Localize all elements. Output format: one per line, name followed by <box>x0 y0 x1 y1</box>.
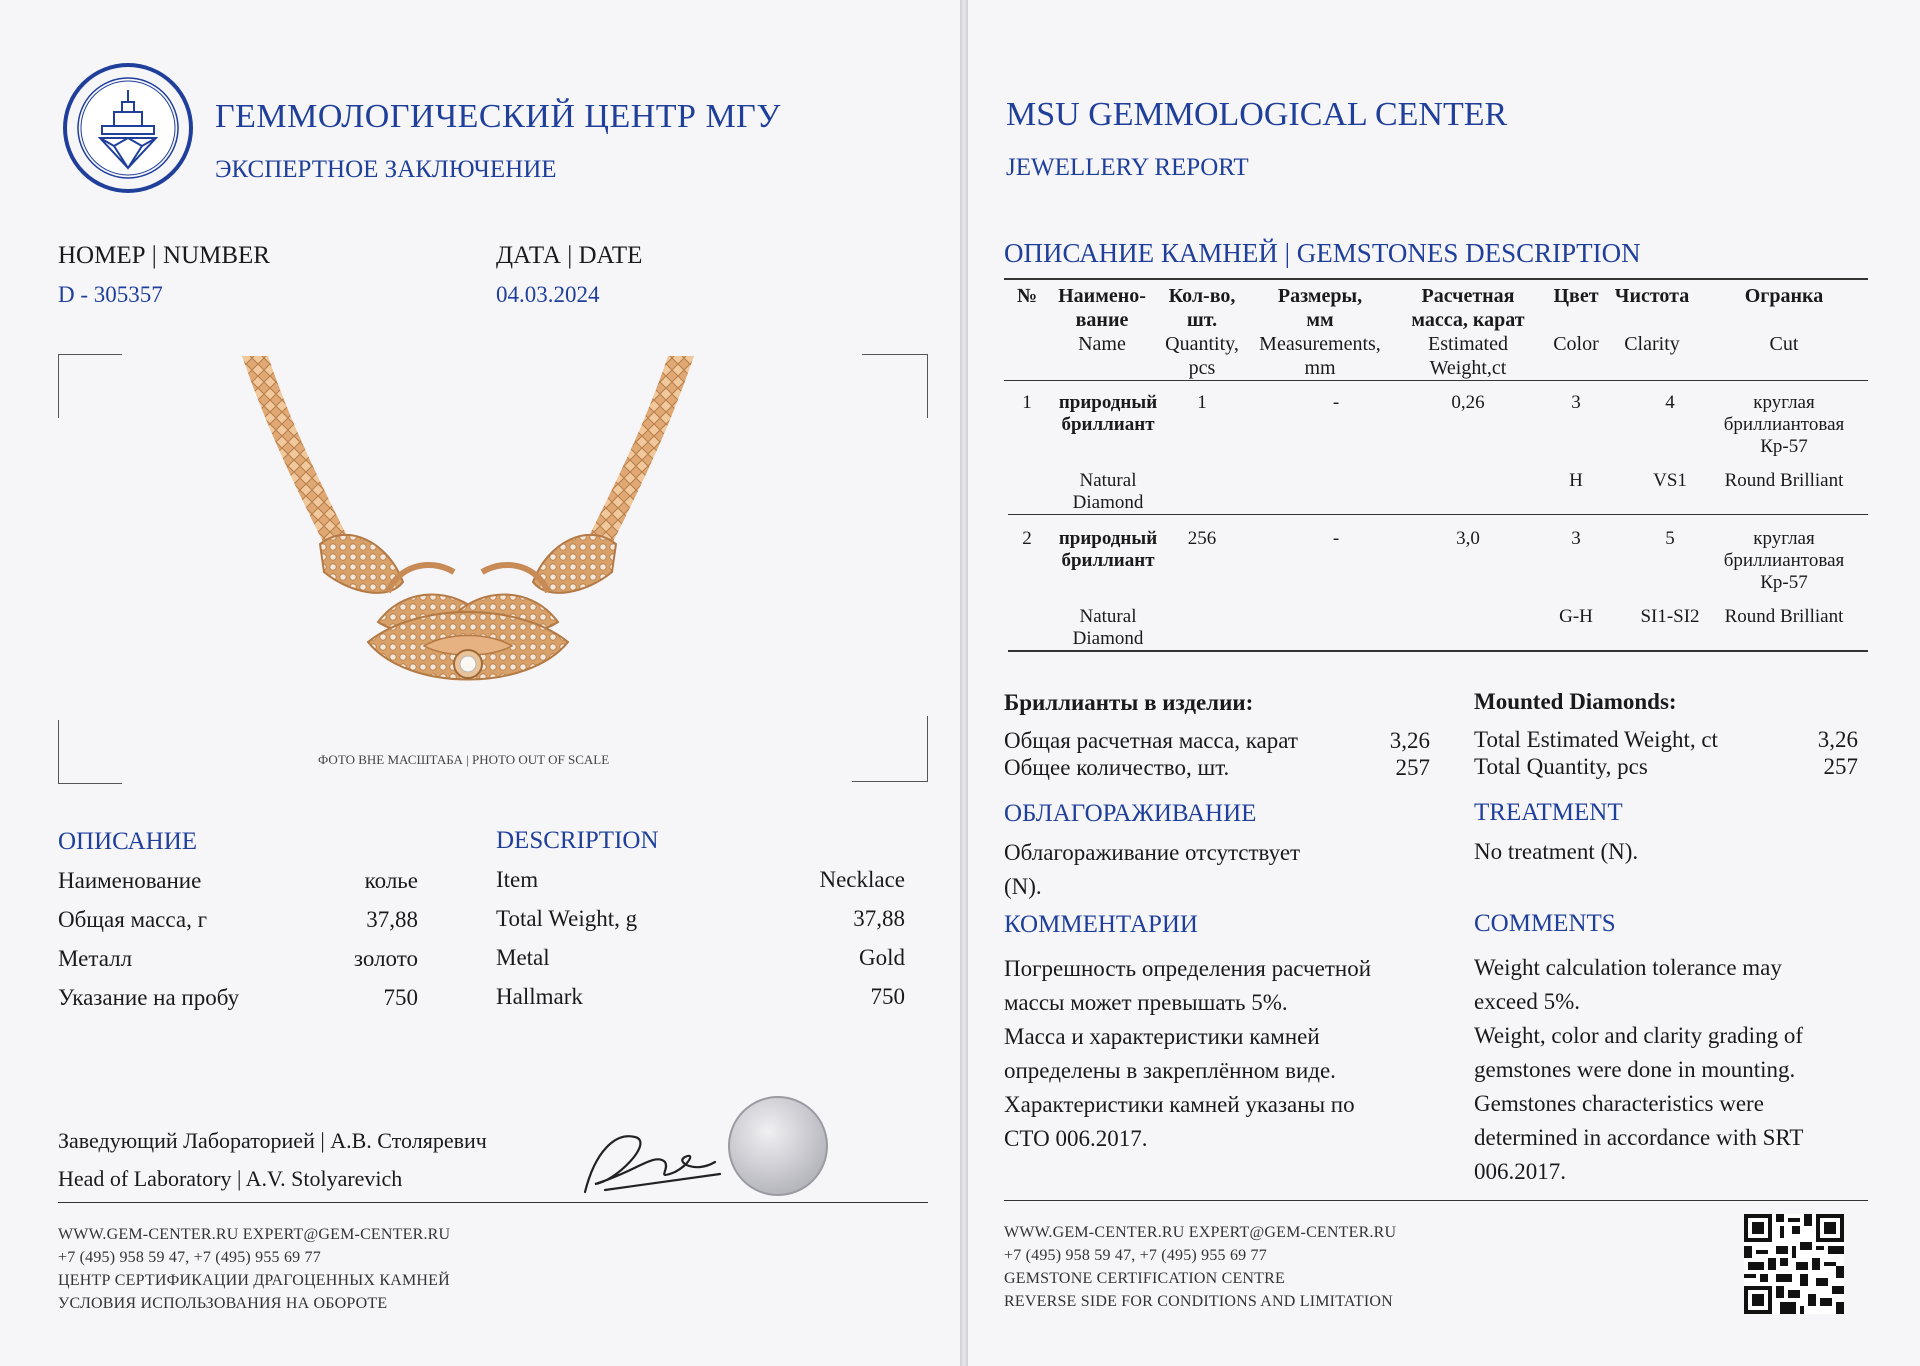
comments-ru-line: СТО 006.2017. <box>1004 1126 1148 1151</box>
comments-ru-line: Погрешность определения расчетной <box>1004 956 1372 981</box>
th-no: № <box>1016 285 1038 307</box>
comments-en-line: Weight calculation tolerance may <box>1474 955 1782 980</box>
table-bottom-rule <box>1008 650 1868 652</box>
frame-corner-br <box>852 716 928 782</box>
table-row-rule <box>1008 514 1868 515</box>
cell-color-ru: 3 <box>1571 528 1581 549</box>
cell-color-en: G-H <box>1559 606 1593 627</box>
comments-en-line: 006.2017. <box>1474 1159 1566 1184</box>
comments-ru-line: массы может превышать 5%. <box>1004 990 1288 1015</box>
comments-en-title: COMMENTS <box>1474 910 1616 937</box>
th-weight-ru: Расчетная масса, карат <box>1411 285 1525 331</box>
footer-line: GEMSTONE CERTIFICATION CENTRE <box>1004 1270 1285 1287</box>
cell-color-ru: 3 <box>1571 392 1581 413</box>
footer-line: ЦЕНТР СЕРТИФИКАЦИИ ДРАГОЦЕННЫХ КАМНЕЙ <box>58 1272 450 1289</box>
cell-no: 2 <box>1022 528 1032 549</box>
number-label: НОМЕР | NUMBER <box>58 242 270 269</box>
desc-ru-label: Указание на пробу <box>58 985 240 1010</box>
gemstones-title: ОПИСАНИЕ КАМНЕЙ | GEMSTONES DESCRIPTION <box>1004 238 1641 268</box>
comments-ru-line: определены в закреплённом виде. <box>1004 1058 1336 1083</box>
cell-qty: 1 <box>1197 392 1207 413</box>
comments-en-line: Gemstones characteristics were <box>1474 1091 1764 1116</box>
desc-ru-title: ОПИСАНИЕ <box>58 828 198 855</box>
mounted-ru-title: Бриллианты в изделии: <box>1004 690 1254 715</box>
right-page <box>968 0 1920 1366</box>
frame-corner-bl <box>58 720 122 784</box>
th-clarity-ru: Чистота <box>1614 285 1690 307</box>
cell-no: 1 <box>1022 392 1032 413</box>
cell-clarity-en: VS1 <box>1653 470 1687 491</box>
cell-cut-en: Round Brilliant <box>1724 606 1844 627</box>
cell-clarity-ru: 5 <box>1665 528 1675 549</box>
desc-ru-value: 37,88 <box>366 907 418 932</box>
comments-en-line: Weight, color and clarity grading of <box>1474 1023 1803 1048</box>
th-color-ru: Цвет <box>1553 285 1599 307</box>
th-meas-ru: Размеры, мм <box>1277 285 1363 331</box>
footer-divider <box>58 1202 928 1203</box>
treatment-ru-title: ОБЛАГОРАЖИВАНИЕ <box>1004 800 1257 827</box>
mounted-en-qty-value: 257 <box>1823 754 1858 779</box>
signer-ru: Заведующий Лабораторией | А.В. Столяревич <box>58 1128 487 1153</box>
footer-line: +7 (495) 958 59 47, +7 (495) 955 69 77 <box>1004 1247 1267 1264</box>
comments-ru-title: КОММЕНТАРИИ <box>1004 911 1198 938</box>
th-qty-en: Quantity, pcs <box>1165 333 1239 379</box>
cell-cut-ru: круглая бриллиантовая Кр-57 <box>1723 528 1845 593</box>
footer-line: WWW.GEM-CENTER.RU EXPERT@GEM-CENTER.RU <box>1004 1224 1397 1241</box>
th-weight-en: Estimated Weight,ct <box>1428 333 1508 379</box>
cell-clarity-ru: 4 <box>1665 392 1675 413</box>
mounted-en-qty-label: Total Quantity, pcs <box>1474 754 1648 779</box>
desc-en-value: 750 <box>870 984 905 1009</box>
cell-color-en: H <box>1569 470 1583 491</box>
th-qty-ru: Кол-во, шт. <box>1168 285 1236 331</box>
desc-en-value: 37,88 <box>853 906 905 931</box>
desc-en-title: DESCRIPTION <box>496 827 659 854</box>
th-color-en: Color <box>1553 333 1599 355</box>
th-clarity-en: Clarity <box>1624 333 1680 355</box>
desc-ru-label: Наименование <box>58 868 202 893</box>
comments-en-line: determined in accordance with SRT <box>1474 1125 1804 1150</box>
cell-name-en: Natural Diamond <box>1072 606 1144 649</box>
footer-line: +7 (495) 958 59 47, +7 (495) 955 69 77 <box>58 1249 321 1266</box>
cell-meas: - <box>1332 528 1340 549</box>
mounted-ru-qty-value: 257 <box>1395 755 1430 780</box>
treatment-ru-text: (N). <box>1004 874 1042 899</box>
cell-weight: 0,26 <box>1451 392 1485 413</box>
lab-name-ru: ГЕММОЛОГИЧЕСКИЙ ЦЕНТР МГУ <box>215 98 781 135</box>
cell-name-ru: природный бриллиант <box>1058 528 1158 571</box>
desc-en-value: Gold <box>859 945 905 970</box>
mounted-en-weight-label: Total Estimated Weight, ct <box>1474 727 1718 752</box>
mounted-en-title: Mounted Diamonds: <box>1474 689 1677 714</box>
cell-name-ru: природный бриллиант <box>1058 392 1158 435</box>
qr-code-icon <box>1744 1214 1844 1314</box>
mounted-ru-weight-value: 3,26 <box>1389 728 1430 753</box>
report-type-ru: ЭКСПЕРТНОЕ ЗАКЛЮЧЕНИЕ <box>215 156 557 183</box>
desc-ru-value: золото <box>353 946 418 971</box>
desc-en-label: Hallmark <box>496 984 583 1009</box>
desc-ru-label: Общая масса, г <box>58 907 208 932</box>
report-type-en: JEWELLERY REPORT <box>1006 154 1249 181</box>
cell-name-en: Natural Diamond <box>1072 470 1144 513</box>
signature-icon <box>575 1112 725 1202</box>
th-cut-en: Cut <box>1769 333 1799 355</box>
desc-en-label: Metal <box>496 945 550 970</box>
desc-ru-label: Металл <box>58 946 133 971</box>
necklace-photo <box>228 352 708 732</box>
date-label: ДАТА | DATE <box>496 242 643 269</box>
th-cut-ru: Огранка <box>1744 285 1824 307</box>
desc-ru-value: колье <box>364 868 418 893</box>
comments-ru-line: Масса и характеристики камней <box>1004 1024 1320 1049</box>
comments-ru-line: Характеристики камней указаны по <box>1004 1092 1355 1117</box>
comments-en-line: exceed 5%. <box>1474 989 1580 1014</box>
table-top-rule <box>1004 278 1868 280</box>
signer-en: Head of Laboratory | A.V. Stolyarevich <box>58 1166 403 1191</box>
desc-en-label: Total Weight, g <box>496 906 638 931</box>
treatment-en-text: No treatment (N). <box>1474 839 1639 864</box>
cell-weight: 3,0 <box>1456 528 1480 549</box>
mounted-ru-weight-label: Общая расчетная масса, карат <box>1004 728 1298 753</box>
cell-qty: 256 <box>1187 528 1217 549</box>
cell-cut-en: Round Brilliant <box>1724 470 1844 491</box>
cell-meas: - <box>1332 392 1340 413</box>
footer-line: REVERSE SIDE FOR CONDITIONS AND LIMITATION <box>1004 1293 1393 1310</box>
footer-line: УСЛОВИЯ ИСПОЛЬЗОВАНИЯ НА ОБОРОТЕ <box>58 1295 388 1312</box>
desc-en-label: Item <box>496 867 539 892</box>
th-meas-en: Measurements, mm <box>1259 333 1381 379</box>
msu-logo-icon <box>62 62 194 194</box>
desc-ru-value: 750 <box>383 985 418 1010</box>
photo-caption: ФОТО ВНЕ МАСШТАБА | PHOTO OUT OF SCALE <box>318 752 610 767</box>
mounted-ru-qty-label: Общее количество, шт. <box>1004 755 1230 780</box>
footer-line: WWW.GEM-CENTER.RU EXPERT@GEM-CENTER.RU <box>58 1226 451 1243</box>
page-fold <box>960 0 968 1366</box>
mounted-en-weight-value: 3,26 <box>1817 727 1858 752</box>
desc-en-value: Necklace <box>819 867 905 892</box>
frame-corner-tl <box>58 354 122 418</box>
lab-name-en: MSU GEMMOLOGICAL CENTER <box>1006 96 1508 133</box>
footer-divider <box>1004 1200 1868 1201</box>
table-header-rule <box>1004 380 1868 381</box>
comments-en-line: gemstones were done in mounting. <box>1474 1057 1796 1082</box>
th-name-ru: Наимено- вание <box>1058 285 1146 331</box>
cell-cut-ru: круглая бриллиантовая Кр-57 <box>1723 392 1845 457</box>
th-name-en: Name <box>1078 333 1126 355</box>
seal-stamp-icon <box>728 1096 828 1196</box>
date-value: 04.03.2024 <box>496 282 600 307</box>
number-value: D - 305357 <box>58 282 163 307</box>
cell-clarity-en: SI1-SI2 <box>1640 606 1700 627</box>
treatment-ru-text: Облагораживание отсутствует <box>1004 840 1301 865</box>
frame-corner-tr <box>862 354 928 418</box>
treatment-en-title: TREATMENT <box>1474 799 1623 826</box>
